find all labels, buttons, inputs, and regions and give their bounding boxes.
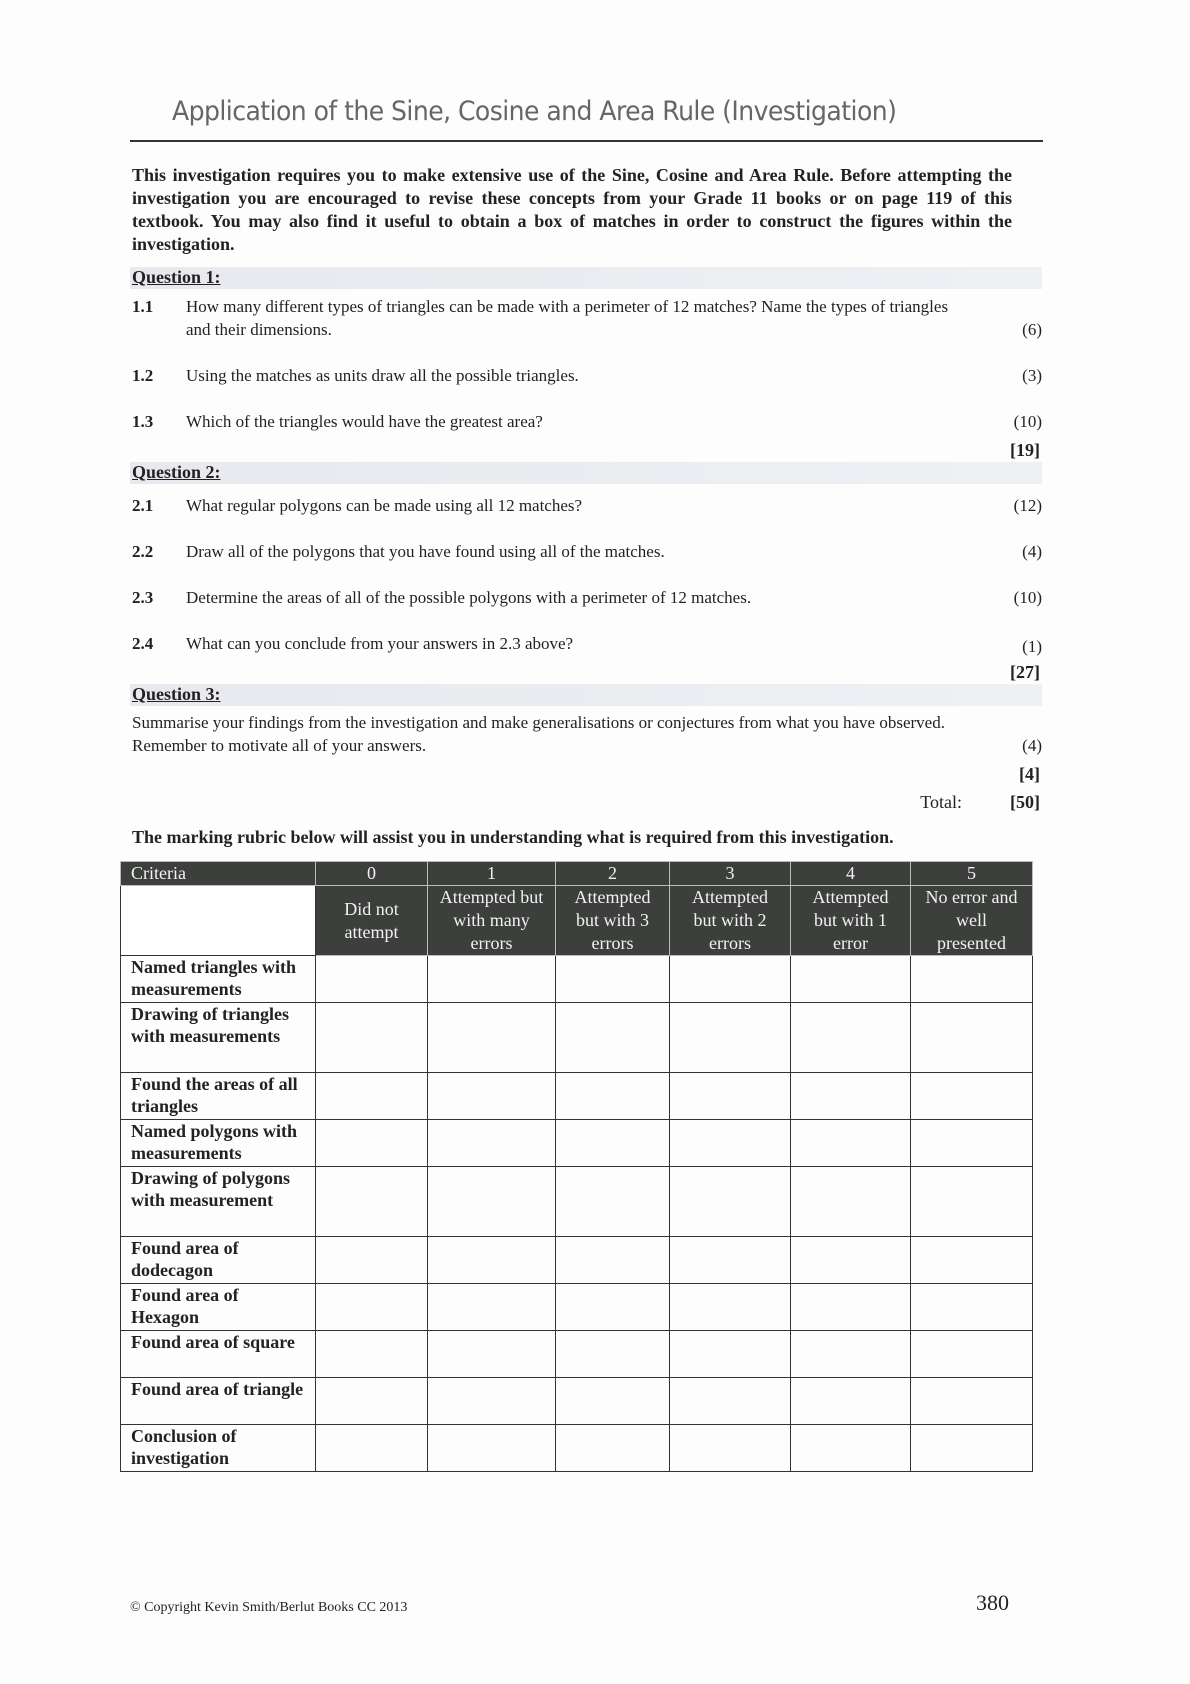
question-number: 2.1 — [132, 496, 154, 515]
rubric-level-row — [121, 862, 1033, 886]
score-cell — [556, 1331, 670, 1378]
question-number: 1.3 — [132, 412, 154, 431]
rubric-row — [121, 1237, 1033, 1284]
rubric-row — [121, 1331, 1033, 1378]
score-cell — [428, 1425, 556, 1472]
grand-total-label: Total: — [920, 792, 962, 812]
score-cell — [791, 1167, 911, 1237]
score-cell — [556, 1378, 670, 1425]
score-cell — [911, 1237, 1033, 1284]
score-cell — [428, 956, 556, 1003]
question-number: 2.3 — [132, 588, 154, 607]
question-marks: (10) — [1013, 588, 1042, 607]
score-cell — [911, 1073, 1033, 1120]
rubric-row — [121, 1073, 1033, 1120]
score-cell — [911, 1331, 1033, 1378]
rubric-description-row — [121, 886, 1033, 956]
question-marks: (4) — [1022, 736, 1042, 755]
question-text: Determine the areas of all of the possible polygons with a perimeter of 12 matches. — [186, 588, 752, 607]
score-cell — [791, 1237, 911, 1284]
level-header: 5 — [911, 862, 1033, 886]
score-cell — [316, 1237, 428, 1284]
level-header: 0 — [316, 862, 428, 886]
question-number: 2.4 — [132, 634, 154, 653]
title-rule — [130, 140, 1043, 142]
score-cell — [316, 1167, 428, 1237]
criterion-label: Found area of triangle — [121, 1378, 316, 1425]
question-number: 1.1 — [132, 297, 154, 316]
blank-cell — [121, 886, 316, 956]
score-cell — [791, 1378, 911, 1425]
score-cell — [911, 956, 1033, 1003]
score-cell — [316, 1425, 428, 1472]
question-3-band — [130, 684, 1042, 706]
criterion-label: Found the areas of all triangles — [121, 1073, 316, 1120]
question-2-total: [27] — [1010, 662, 1040, 682]
marking-rubric-table — [120, 861, 1033, 1472]
question-number: 1.2 — [132, 366, 154, 385]
level-header: 4 — [791, 862, 911, 886]
level-description: Attempted but with 1 error — [791, 886, 911, 956]
question-text: What can you conclude from your answers in 2.3 above? — [186, 634, 574, 653]
question-text: Summarise your findings from the investigation and make generalisations or conjectures from what you have observed. Remember to motivate all of your answers. — [132, 713, 945, 755]
question-marks: (12) — [1013, 496, 1042, 515]
score-cell — [428, 1284, 556, 1331]
score-cell — [791, 1120, 911, 1167]
score-cell — [911, 1120, 1033, 1167]
level-header: 2 — [556, 862, 670, 886]
question-2-heading: Question 2: — [132, 462, 221, 482]
criterion-label: Found area of Hexagon — [121, 1284, 316, 1331]
page-title: Application of the Sine, Cosine and Area Rule (Investigation) — [172, 96, 897, 127]
rubric-row — [121, 956, 1033, 1003]
score-cell — [791, 1425, 911, 1472]
criterion-label: Named triangles with measurements — [121, 956, 316, 1003]
score-cell — [556, 1425, 670, 1472]
score-cell — [670, 956, 791, 1003]
score-cell — [428, 1003, 556, 1073]
criteria-header: Criteria — [121, 862, 316, 886]
score-cell — [556, 1167, 670, 1237]
question-text: What regular polygons can be made using all 12 matches? — [186, 496, 583, 515]
criterion-label: Found area of dodecagon — [121, 1237, 316, 1284]
score-cell — [316, 956, 428, 1003]
score-cell — [670, 1237, 791, 1284]
score-cell — [428, 1237, 556, 1284]
score-cell — [316, 1378, 428, 1425]
question-marks: (6) — [1022, 320, 1042, 339]
question-marks: (3) — [1022, 366, 1042, 385]
level-header: 1 — [428, 862, 556, 886]
score-cell — [428, 1073, 556, 1120]
score-cell — [670, 1378, 791, 1425]
rubric-row — [121, 1167, 1033, 1237]
score-cell — [911, 1284, 1033, 1331]
grand-total-value: [50] — [1010, 792, 1040, 812]
score-cell — [791, 1073, 911, 1120]
level-description: Attempted but with 3 errors — [556, 886, 670, 956]
criterion-label: Found area of square — [121, 1331, 316, 1378]
rubric-row — [121, 1284, 1033, 1331]
score-cell — [316, 1120, 428, 1167]
question-text: Draw all of the polygons that you have found using all of the matches. — [186, 542, 665, 561]
rubric-row — [121, 1425, 1033, 1472]
rubric-row — [121, 1378, 1033, 1425]
question-1-heading: Question 1: — [132, 267, 221, 287]
score-cell — [556, 1284, 670, 1331]
question-marks: (4) — [1022, 542, 1042, 561]
score-cell — [556, 1073, 670, 1120]
rubric-row — [121, 1120, 1033, 1167]
page-number: 380 — [976, 1590, 1009, 1615]
score-cell — [670, 1331, 791, 1378]
level-description: Attempted but with many errors — [428, 886, 556, 956]
question-1-total: [19] — [1010, 440, 1040, 460]
rubric-note: The marking rubric below will assist you in understanding what is required from this investigation. — [132, 827, 894, 847]
criterion-label: Conclusion of investigation — [121, 1425, 316, 1472]
score-cell — [316, 1331, 428, 1378]
criterion-label: Drawing of triangles with measurements — [121, 1003, 316, 1073]
score-cell — [911, 1425, 1033, 1472]
score-cell — [316, 1003, 428, 1073]
score-cell — [911, 1003, 1033, 1073]
score-cell — [791, 1284, 911, 1331]
question-2-band — [130, 462, 1042, 484]
question-marks: (1) — [1022, 637, 1042, 656]
level-header: 3 — [670, 862, 791, 886]
question-number: 2.2 — [132, 542, 154, 561]
score-cell — [428, 1120, 556, 1167]
score-cell — [556, 1237, 670, 1284]
level-description: Attempted but with 2 errors — [670, 886, 791, 956]
score-cell — [670, 1073, 791, 1120]
question-3-heading: Question 3: — [132, 684, 221, 704]
question-3-total: [4] — [1019, 764, 1040, 784]
score-cell — [428, 1167, 556, 1237]
copyright-footer: © Copyright Kevin Smith/Berlut Books CC 2013 — [130, 1600, 408, 1615]
score-cell — [428, 1331, 556, 1378]
score-cell — [791, 1003, 911, 1073]
score-cell — [911, 1378, 1033, 1425]
score-cell — [556, 1003, 670, 1073]
score-cell — [556, 956, 670, 1003]
question-text: Using the matches as units draw all the possible triangles. — [186, 366, 579, 385]
score-cell — [556, 1120, 670, 1167]
score-cell — [670, 1284, 791, 1331]
level-description: No error and well presented — [911, 886, 1033, 956]
question-text: Which of the triangles would have the greatest area? — [186, 412, 543, 431]
score-cell — [911, 1167, 1033, 1237]
question-text: How many different types of triangles can be made with a perimeter of 12 matches? Name the types of triangles and their dimensions. — [186, 297, 949, 339]
score-cell — [670, 1120, 791, 1167]
criterion-label: Named polygons with measurements — [121, 1120, 316, 1167]
score-cell — [428, 1378, 556, 1425]
intro-paragraph: This investigation requires you to make extensive use of the Sine, Cosine and Area Rule. Before attempting the investigation you are encouraged to revise these concepts from your Grade 11 books or on page 119 of this textbook. You may also find it useful to obtain a box of matches in order to construct the figures within the investigation. — [132, 165, 1012, 254]
score-cell — [791, 1331, 911, 1378]
score-cell — [670, 1003, 791, 1073]
score-cell — [670, 1167, 791, 1237]
question-1-band — [130, 267, 1042, 289]
question-marks: (10) — [1013, 412, 1042, 431]
score-cell — [316, 1284, 428, 1331]
score-cell — [316, 1073, 428, 1120]
score-cell — [791, 956, 911, 1003]
level-description: Did not attempt — [316, 886, 428, 956]
criterion-label: Drawing of polygons with measurement — [121, 1167, 316, 1237]
score-cell — [670, 1425, 791, 1472]
rubric-row — [121, 1003, 1033, 1073]
